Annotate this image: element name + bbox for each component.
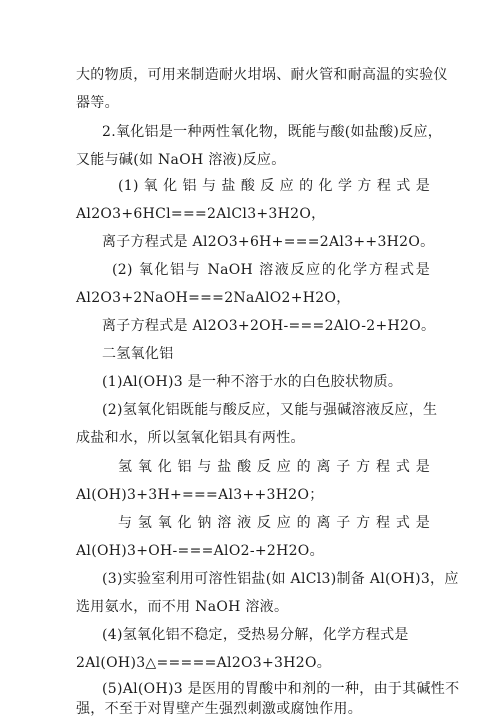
equation-line: 2Al(OH)3△=====Al2O3+3H2O。 xyxy=(76,655,332,671)
text-line: 成盐和水，所以氢氧化铝具有两性。 xyxy=(76,430,305,446)
text-line: 离子方程式是 Al2O3+6H+===2Al3++3H2O。 xyxy=(102,234,435,250)
section-heading: 二氢氧化铝 xyxy=(102,346,174,362)
paragraph-heading: 2.氧化铝是一种两性氧化物，既能与酸(如盐酸)反应， xyxy=(102,124,443,140)
text-line: 与 氢 氧 化 钠 溶 液 反 应 的 离 子 方 程 式 是 xyxy=(118,515,430,531)
text-line: (4)氢氧化铝不稳定，受热易分解，化学方程式是 xyxy=(102,627,409,643)
equation-line: Al(OH)3+3H+===Al3++3H2O； xyxy=(76,487,324,503)
equation-line: Al(OH)3+OH-===AlO2-+2H2O。 xyxy=(76,543,324,559)
text-line: (2)氢氧化铝既能与酸反应，又能与强碱溶液反应，生 xyxy=(102,402,438,418)
text-line: 氢 氧 化 铝 与 盐 酸 反 应 的 离 子 方 程 式 是 xyxy=(118,459,430,475)
text-line: 强，不至于对胃壁产生强烈刺激或腐蚀作用。 xyxy=(76,701,362,717)
text-line: 选用氨水，而不用 NaOH 溶液。 xyxy=(76,599,289,615)
text-line: (1)Al(OH)3 是一种不溶于水的白色胶状物质。 xyxy=(102,374,403,390)
text-line: (1) 氧 化 铝 与 盐 酸 反 应 的 化 学 方 程 式 是 xyxy=(118,178,430,194)
equation-line: Al2O3+6HCl===2AlCl3+3H2O， xyxy=(76,206,326,222)
text-line: (2) 氧化铝与 NaOH 溶液反应的化学方程式是 xyxy=(112,262,430,278)
text-line: 离子方程式是 Al2O3+2OH-===2AlO-2+H2O。 xyxy=(102,318,436,334)
text-line: 器等。 xyxy=(76,95,119,111)
equation-line: Al2O3+2NaOH===2NaAlO2+H2O， xyxy=(76,290,351,306)
text-line: (5)Al(OH)3 是医用的胃酸中和剂的一种，由于其碱性不 xyxy=(102,681,460,697)
text-line: 大的物质，可用来制造耐火坩埚、耐火管和耐高温的实验仪 xyxy=(76,67,448,83)
text-line: 又能与碱(如 NaOH 溶液)反应。 xyxy=(76,152,286,168)
text-line: (3)实验室利用可溶性铝盐(如 AlCl3)制备 Al(OH)3，应 xyxy=(102,571,459,587)
